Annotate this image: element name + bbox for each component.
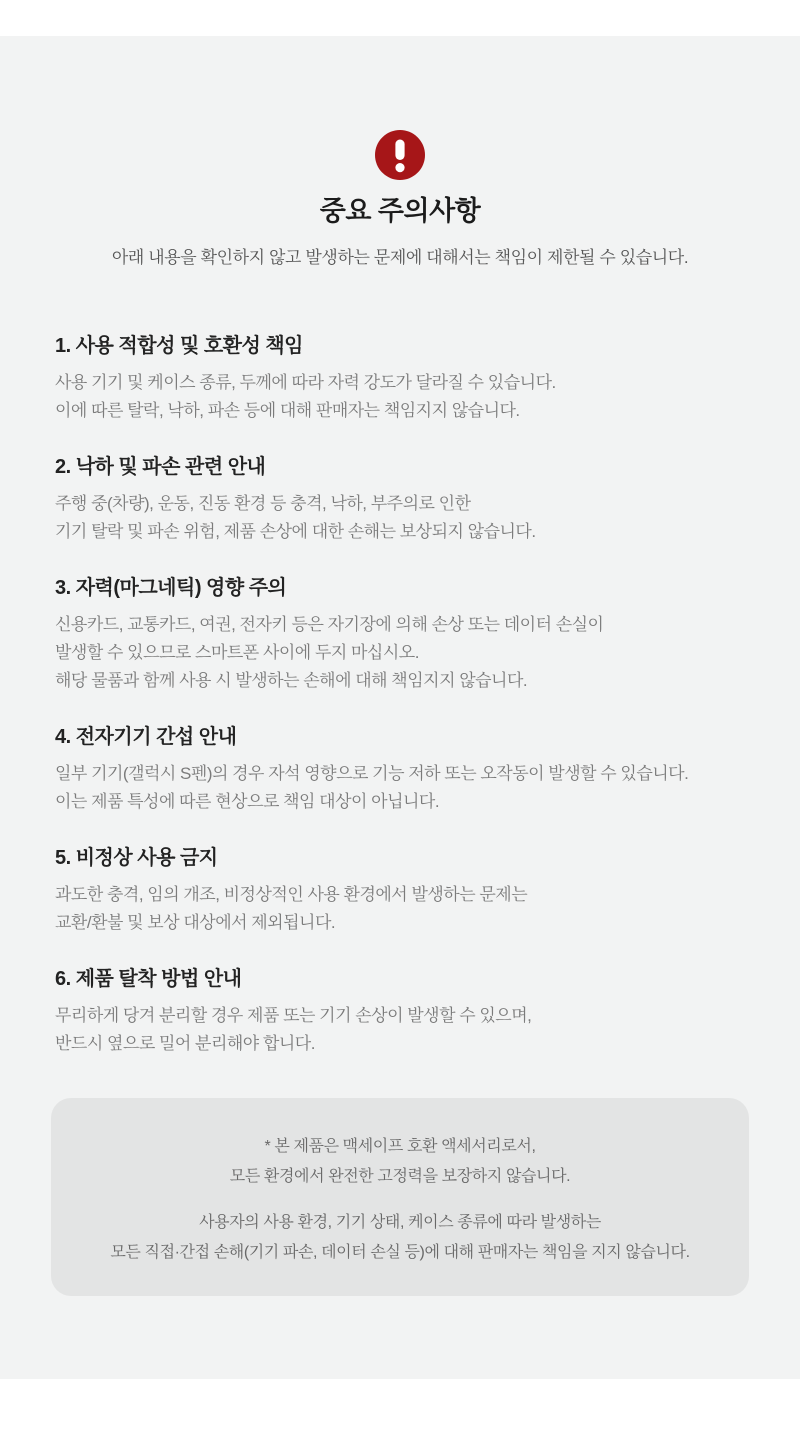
section-body-line: 반드시 옆으로 밀어 분리해야 합니다. xyxy=(55,1034,315,1053)
section-drop-damage xyxy=(55,454,788,546)
section-heading: 2. 낙하 및 파손 관련 안내 xyxy=(55,456,266,478)
section-heading: 5. 비정상 사용 금지 xyxy=(55,847,218,869)
section-body-line: 일부 기기(갤럭시 S펜)의 경우 자석 영향으로 기능 저하 또는 오작동이 발생할 수 있습니다. xyxy=(55,764,689,783)
notice-header xyxy=(0,130,800,271)
section-body xyxy=(55,611,788,695)
notice-panel xyxy=(0,36,800,1379)
section-magnetic xyxy=(55,575,788,695)
section-body-line: 주행 중(차량), 운동, 진동 환경 등 충격, 낙하, 부주의로 인한 xyxy=(55,494,471,513)
section-body-line: 과도한 충격, 임의 개조, 비정상적인 사용 환경에서 발생하는 문제는 xyxy=(55,885,528,904)
section-body-line: 이에 따른 탈락, 낙하, 파손 등에 대해 판매자는 책임지지 않습니다. xyxy=(55,401,520,420)
page-subtitle: 아래 내용을 확인하지 않고 발생하는 문제에 대해서는 책임이 제한될 수 있습니다. xyxy=(111,248,689,267)
section-body-line: 이는 제품 특성에 따른 현상으로 책임 대상이 아닙니다. xyxy=(55,792,440,811)
section-body xyxy=(55,369,788,425)
section-body-line: 사용 기기 및 케이스 종류, 두께에 따라 자력 강도가 달라질 수 있습니다. xyxy=(55,373,556,392)
page-title: 중요 주의사항 xyxy=(319,196,481,226)
section-interference xyxy=(55,724,788,816)
disclaimer-paragraph-gap xyxy=(65,1192,735,1208)
disclaimer-line: 사용자의 사용 환경, 기기 상태, 케이스 종류에 따라 발생하는 xyxy=(199,1214,601,1231)
section-abnormal-use xyxy=(55,845,788,937)
section-body-line: 해당 물품과 함께 사용 시 발생하는 손해에 대해 책임지지 않습니다. xyxy=(55,671,528,690)
section-body xyxy=(55,1002,788,1058)
section-body xyxy=(55,490,788,546)
section-detach-method xyxy=(55,966,788,1058)
disclaimer-line: * 본 제품은 맥세이프 호환 액세서리로서, xyxy=(264,1138,536,1155)
section-heading: 1. 사용 적합성 및 호환성 책임 xyxy=(55,335,303,357)
section-body-line: 신용카드, 교통카드, 여권, 전자키 등은 자기장에 의해 손상 또는 데이터 손실이 xyxy=(55,615,604,634)
disclaimer-line: 모든 직접·간접 손해(기기 파손, 데이터 손실 등)에 대해 판매자는 책임을 지지 않습니다. xyxy=(110,1244,690,1261)
section-body-line: 교환/환불 및 보상 대상에서 제외됩니다. xyxy=(55,913,336,932)
section-body-line: 무리하게 당겨 분리할 경우 제품 또는 기기 손상이 발생할 수 있으며, xyxy=(55,1006,532,1025)
disclaimer-line: 모든 환경에서 완전한 고정력을 보장하지 않습니다. xyxy=(229,1168,571,1185)
notice-sections xyxy=(0,333,800,1058)
section-body-line: 기기 탈락 및 파손 위험, 제품 손상에 대한 손해는 보상되지 않습니다. xyxy=(55,522,536,541)
section-heading: 3. 자력(마그네틱) 영향 주의 xyxy=(55,577,287,599)
section-heading: 4. 전자기기 간섭 안내 xyxy=(55,726,237,748)
section-heading: 6. 제품 탈착 방법 안내 xyxy=(55,968,242,990)
section-body-line: 발생할 수 있으므로 스마트폰 사이에 두지 마십시오. xyxy=(55,643,419,662)
exclamation-circle-icon xyxy=(375,130,425,180)
section-compatibility xyxy=(55,333,788,425)
disclaimer-box xyxy=(51,1098,749,1296)
section-body xyxy=(55,881,788,937)
section-body xyxy=(55,760,788,816)
